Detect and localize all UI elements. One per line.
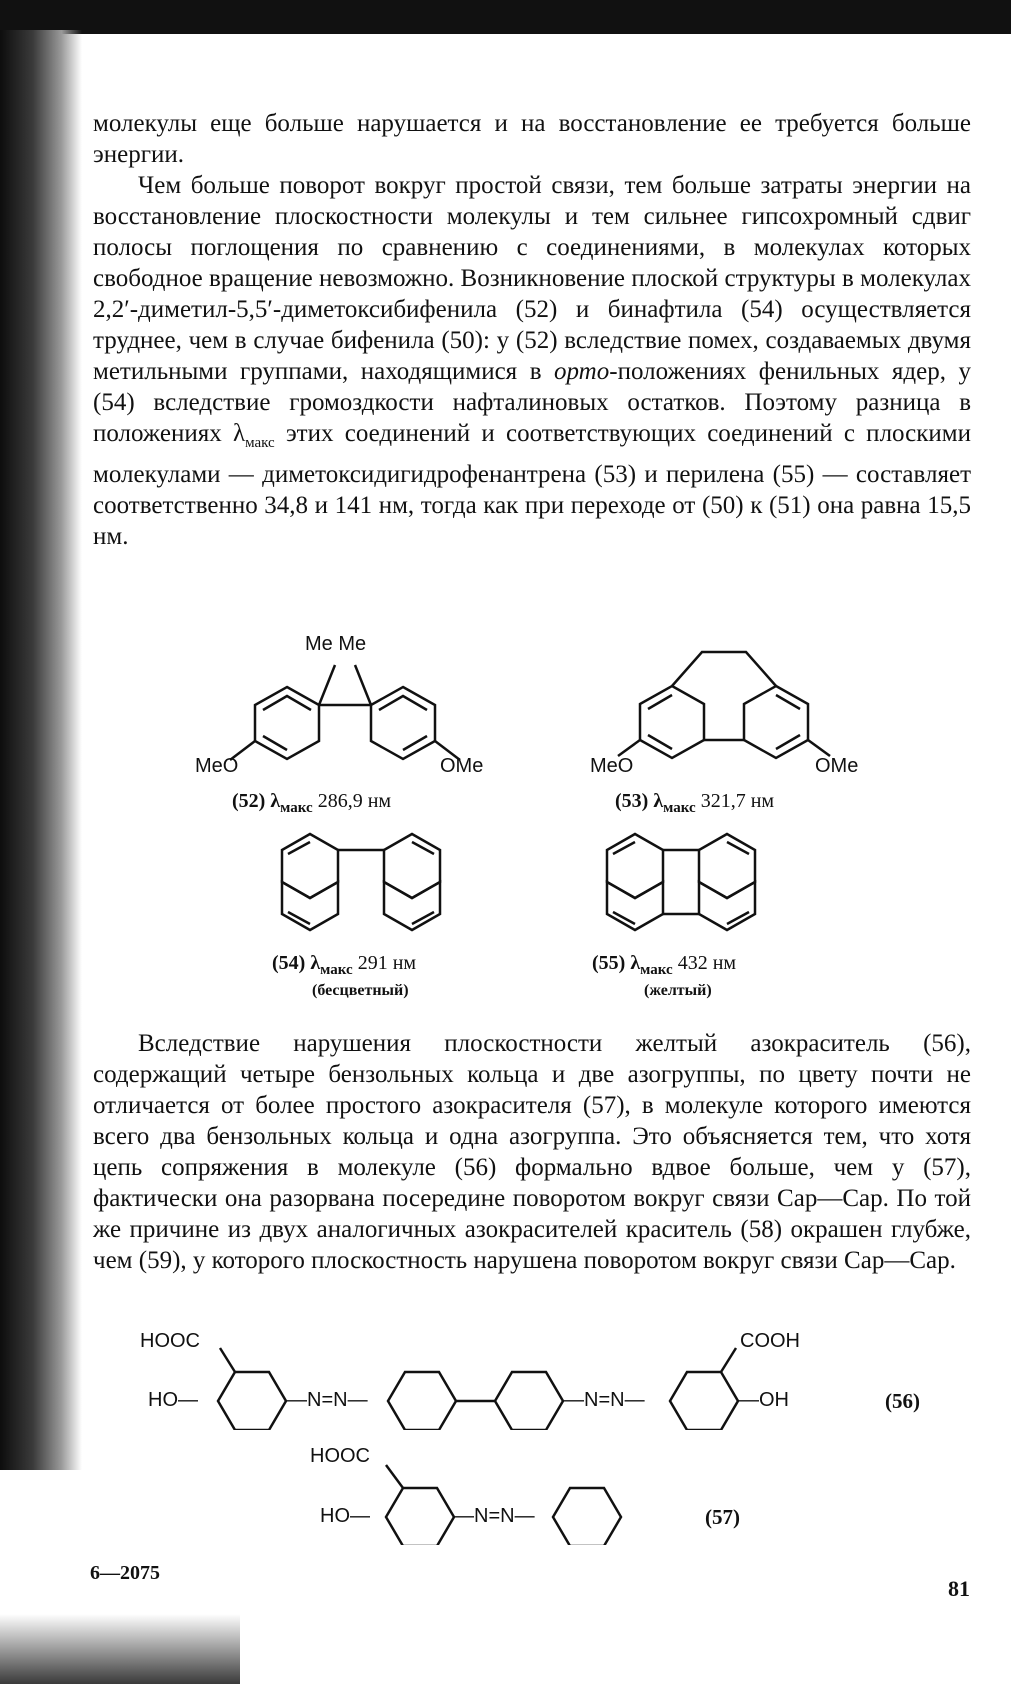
azo-2-56: —N=N— — [564, 1389, 645, 1411]
ring-53-right — [744, 686, 808, 758]
scan-left-shadow — [0, 30, 82, 1470]
naphthyl-left-ring-1 — [282, 834, 338, 898]
compound-number-56: (56) — [885, 1389, 920, 1413]
lambda-55: λ — [630, 952, 641, 974]
ethano-bridge-53 — [672, 652, 776, 686]
figure-53 — [590, 640, 890, 790]
scan-top-border — [0, 0, 1011, 34]
scan-bottom-shadow — [0, 1614, 240, 1684]
hydroxyl-right-56: —OH — [739, 1389, 789, 1411]
caption-55 — [592, 952, 736, 979]
lambda-52: λ — [270, 790, 281, 812]
compound-number-52: (52) — [232, 790, 266, 812]
perylene-ring-3 — [699, 834, 755, 898]
azo-1-56: —N=N— — [287, 1389, 368, 1411]
carboxyl-57: HOOC — [310, 1445, 370, 1467]
perylene-ring-1 — [607, 834, 663, 898]
lambda-sub-55: макс — [640, 962, 673, 978]
paragraph-1 — [93, 108, 971, 170]
ring-57-1 — [386, 1488, 454, 1545]
caption-54 — [272, 952, 416, 979]
methoxy-left-53: MeO — [590, 755, 634, 777]
paragraph-2-text-a: Чем больше поворот вокруг простой связи, тем больше затраты энергии на восстановление плоскостности молекулы и тем сильнее гипсохромный сдвиг полосы поглощения по сравнению с соединениями, в молекулах которых свободное вращение невозможно. Возникновение плоской структуры в молекулах 2,2′-диметил-5,5′-диметоксибифенила (52) и бинафтила (54) осуществляется труднее, чем в случае бифенила (50): у (52) вследствие помех, создаваемых двумя метильными группами, находящимися в — [93, 172, 971, 385]
methoxy-right-52: OMe — [440, 755, 484, 777]
naphthyl-right-ring-1 — [384, 834, 440, 898]
lambda-max-subscript: макс — [245, 435, 275, 451]
lambda-value-52: 286,9 нм — [317, 790, 392, 812]
caption-52 — [232, 790, 391, 817]
structure-55-svg — [595, 830, 795, 955]
paragraph-2 — [93, 170, 971, 552]
compound-number-53: (53) — [615, 790, 649, 812]
lambda-value-54: 291 нм — [357, 952, 417, 974]
formula-57 — [310, 1445, 770, 1545]
hydroxyl-left-56: HO— — [148, 1389, 198, 1411]
page-number: 81 — [948, 1576, 970, 1601]
compound-number-54: (54) — [272, 952, 306, 974]
lambda-53: λ — [653, 790, 664, 812]
paragraph-3 — [93, 1028, 971, 1276]
formula-56-svg — [140, 1330, 980, 1430]
methoxy-right-53: OMe — [815, 755, 859, 777]
ring-52-right — [371, 687, 435, 759]
ring-56-4 — [670, 1372, 738, 1430]
structure-54-svg — [270, 830, 480, 955]
lambda-sub-54: макс — [320, 962, 353, 978]
caption-53 — [615, 790, 774, 817]
carboxyl-left-56: HOOC — [140, 1330, 200, 1352]
ring-56-3 — [495, 1372, 563, 1430]
paragraph-1-text: молекулы еще больше нарушается и на восстановление ее требуется больше энергии. — [93, 110, 971, 168]
carboxyl-right-56: COOH — [740, 1330, 800, 1352]
ring-53-left — [640, 686, 704, 758]
note-55: (желтый) — [644, 982, 712, 999]
lambda-value-55: 432 нм — [677, 952, 737, 974]
orto-term: орто — [554, 358, 610, 385]
methyl-labels-52: Me Me — [305, 633, 367, 655]
formula-56 — [140, 1330, 980, 1430]
printer-signature: 6—2075 — [90, 1562, 160, 1584]
lambda-54: λ — [310, 952, 321, 974]
figure-55 — [595, 830, 795, 955]
compound-number-57: (57) — [705, 1505, 740, 1529]
azo-57: —N=N— — [454, 1505, 535, 1527]
ring-56-1 — [218, 1372, 286, 1430]
double-bond-52-left — [263, 696, 311, 710]
note-54: (бесцветный) — [312, 982, 409, 999]
ring-56-2 — [388, 1372, 456, 1430]
paragraph-2-text-c: этих соединений и соответствующих соединений с плоскими молекулами — диметоксидигидрофенантрена (53) и перилена (55) — составляет соответственно 34,8 и 141 нм, тогда как при переходе от (50) к (51) она равна 15,5 нм. — [93, 420, 971, 550]
paragraph-3-text: Вследствие нарушения плоскостности желтый азокраситель (56), содержащий четыре бензольных кольца и две азогруппы, по цвету почти не отличается от более простого азокрасителя (57), в молекуле которого имеются всего два бензольных кольца и одна азогруппа. Это объясняется тем, что хотя цепь сопряжения в молекуле (56) формально вдвое больше, чем у (57), фактически она разорвана посередине поворотом вокруг связи Cар—Cар. По той же причине из двух аналогичных азокрасителей краситель (58) окрашен глубже, чем (59), у которого плоскостность нарушена поворотом вокруг связи Cар—Cар. — [93, 1030, 971, 1274]
lambda-sub-52: макс — [280, 800, 313, 816]
paragraph-2-text-b: -положениях фенильных ядер, у (54) вследствие громоздкости нафталиновых остатков. Поэтому разница в положениях λ — [93, 358, 971, 447]
lambda-sub-53: макс — [663, 800, 696, 816]
formula-57-svg — [310, 1445, 770, 1545]
ring-52-left — [255, 687, 319, 759]
ring-57-2 — [553, 1488, 621, 1545]
hydroxyl-57: HO— — [320, 1505, 370, 1527]
figure-54 — [270, 830, 480, 955]
methoxy-left-52: MeO — [195, 755, 239, 777]
compound-number-55: (55) — [592, 952, 626, 974]
lambda-value-53: 321,7 нм — [700, 790, 775, 812]
